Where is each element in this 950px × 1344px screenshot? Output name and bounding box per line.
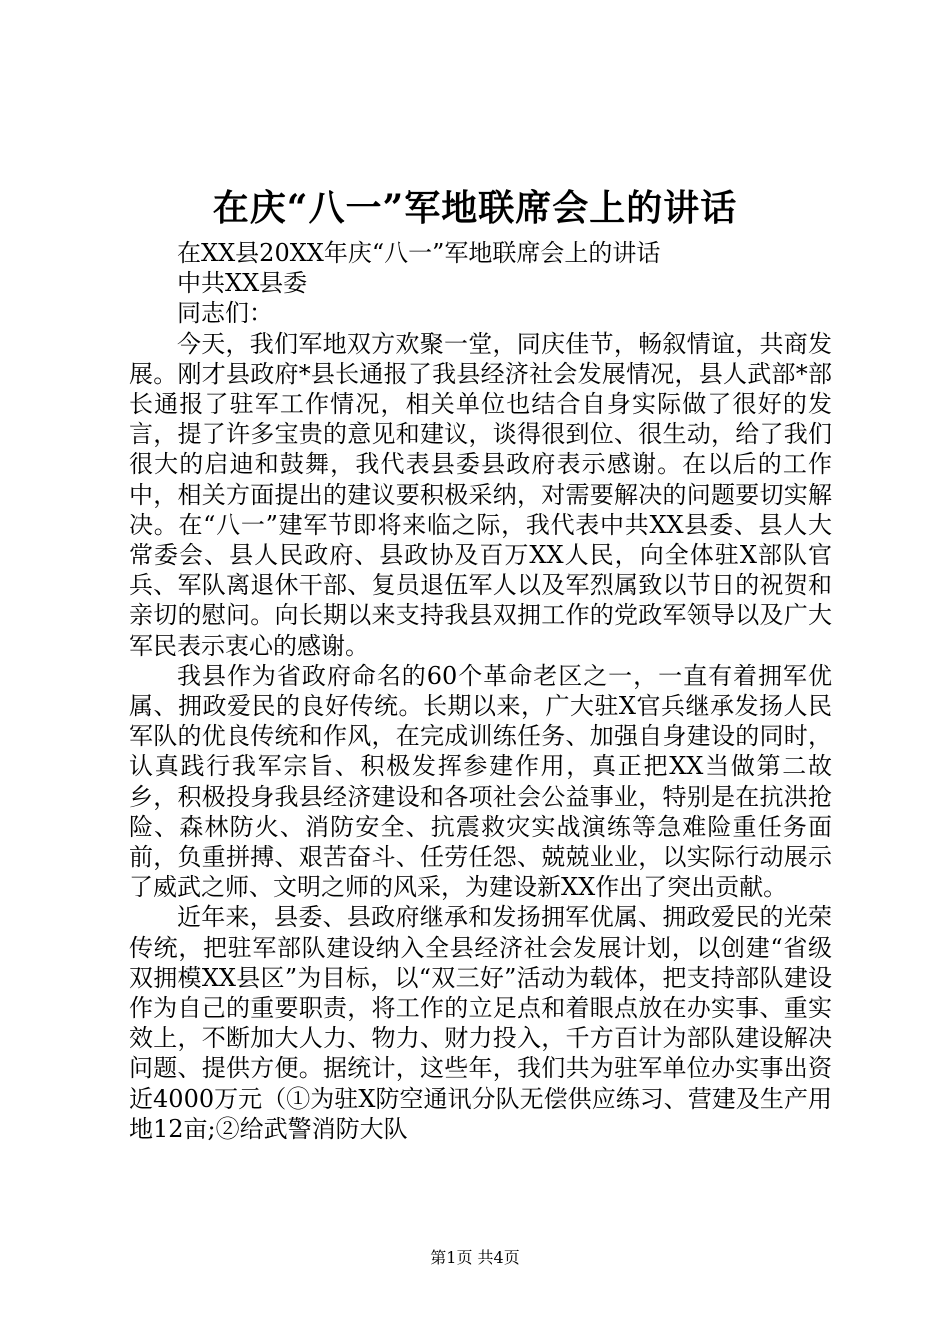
salutation: 同志们： [177, 299, 273, 328]
paragraph-2: 我县作为省政府命名的60个革命老区之一，一直有着拥军优属、拥政爱民的良好传统。长期以来，广大驻X官兵继承发扬人民军队的优良传统和作风，在完成训练任务、加强自身建设的同时，认真践行我军宗旨、积极发挥参建作用，真正把XX当做第二故乡，积极投身我县经济建设和各项社会公益事业，特别是在抗洪抢险、森林防火、消防安全、抗震救灾实战演练等急难险重任务面前，负重拼搏、艰苦奋斗、任劳任怨、兢兢业业，以实际行动展示了威武之师、文明之师的风采，为建设新XX作出了突出贡献。 [129, 661, 832, 902]
document-title: 在庆“八一”军地联席会上的讲话 [212, 187, 738, 229]
paragraph-3: 近年来，县委、县政府继承和发扬拥军优属、拥政爱民的光荣传统，把驻军部队建设纳入全县经济社会发展计划，以创建“省级双拥模XX县区”为目标，以“双三好”活动为载体，把支持部队建设作为自己的重要职责，将工作的立足点和着眼点放在办实事、重实效上，不断加大人力、物力、财力投入，千方百计为部队建设解决问题、提供方便。据统计，这些年，我们共为驻军单位办实事出资近4000万元（①为驻X防空通讯分队无偿供应练习、营建及生产用地12亩;②给武警消防大队 [129, 903, 832, 1143]
page-number-footer: 第1页 共4页 [430, 1248, 520, 1267]
document-body [129, 238, 832, 1144]
document-author: 中共XX县委 [177, 269, 308, 298]
document-subtitle: 在XX县20XX年庆“八一”军地联席会上的讲话 [177, 239, 661, 267]
paragraph-1: 今天，我们军地双方欢聚一堂，同庆佳节，畅叙情谊，共商发展。刚才县政府*县长通报了我县经济社会发展情况，县人武部*部长通报了驻军工作情况，相关单位也结合自身实际做了很好的发言，提了许多宝贵的意见和建议，谈得很到位、很生动，给了我们很大的启迪和鼓舞，我代表县委县政府表示感谢。在以后的工作中，相关方面提出的建议要积极采纳，对需要解决的问题要切实解决。在“八一”建军节即将来临之际，我代表中共XX县委、县人大常委会、县人民政府、县政协及百万XX人民，向全体驻X部队官兵、军队离退休干部、复员退伍军人以及军烈属致以节日的祝贺和亲切的慰问。向长期以来支持我县双拥工作的党政军领导以及广大军民表示衷心的感谢。 [129, 329, 832, 660]
